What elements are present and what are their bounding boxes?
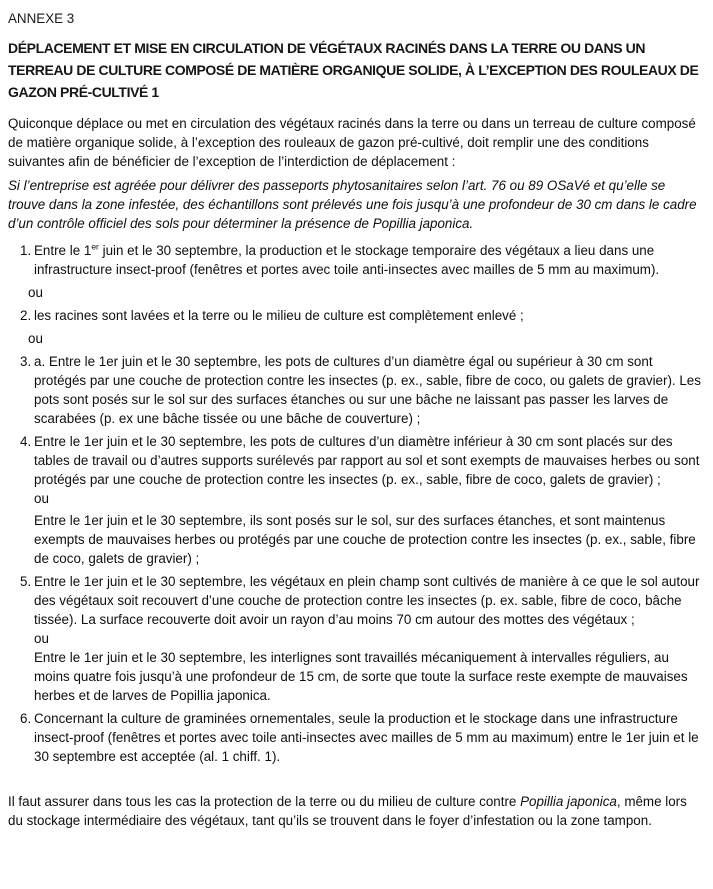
item-number: 1. <box>20 243 32 258</box>
text-run: Entre le 1er juin et le 30 septembre, ils sont posés sur le sol, sur des surfaces étanches, et sont maintenus exempts de mauvaises herbes ou protégés par une couche de protection contre les insectes (p. ex., sable, fibre de coco, galets de gravier) ; <box>34 513 696 566</box>
text-run: Entre le 1er juin et le 30 septembre, les végétaux en plein champ sont cultivés de manière à ce que le sol autour des végétaux soit recouvert d’une couche de protection contre les insectes (p. ex. sable, fibre de coco, bâche tissée). La surface recouverte doit avoir un rayon d’au moins 70 cm autour des mottes des végétaux ; <box>34 574 700 627</box>
text-run: Concernant la culture de graminées ornementales, seule la production et le stockage dans une infrastructure insect-proof (fenêtres et portes avec toile anti-insectes avec mailles de 5 mm au maximum) entre le 1er juin et le 30 septembre est acceptée (al. 1 chiff. 1). <box>34 711 699 764</box>
item-number: 3. <box>20 354 32 369</box>
item-paragraph <box>34 306 705 325</box>
item-number: 5. <box>20 574 32 589</box>
item-paragraph <box>34 572 705 629</box>
document-title: DÉPLACEMENT ET MISE EN CIRCULATION DE VÉGÉTAUX RACINÉS DANS LA TERRE OU DANS UN TERREAU DE CULTURE COMPOSÉ DE MATIÈRE ORGANIQUE SOLIDE, À L’EXCEPTION DES ROULEAUX DE GAZON PRÉ-CULTIVÉ 1 <box>8 40 699 100</box>
item-paragraph <box>34 432 705 489</box>
list-item <box>8 352 705 428</box>
annexe-label: ANNEXE 3 <box>8 11 75 26</box>
intro-paragraph: Quiconque déplace ou met en circulation des végétaux racinés dans la terre ou dans un terreau de culture composé de matière organique solide, à l’exception des rouleaux de gazon pré-cultivé, doit remplir une des conditions suivantes afin de bénéficier de l’exception de l’interdiction de déplacement : <box>8 116 696 169</box>
ou-separator: ou <box>28 331 43 346</box>
text-run: les racines sont lavées et la terre ou le milieu de culture est complètement enlevé ; <box>34 308 524 323</box>
ou-separator: ou <box>34 491 49 506</box>
item-paragraph <box>34 352 705 428</box>
ou-separator: ou <box>28 285 43 300</box>
text-run: Entre le 1er juin et le 30 septembre, les interlignes sont travaillés mécaniquement à intervalles réguliers, au moins quatre fois jusqu’à une profondeur de 15 cm, de sorte que toute la surface reste exempte de mauvaises herbes et de larves de Popillia japonica. <box>34 650 688 703</box>
list-item <box>8 306 705 325</box>
text-run: a. Entre le 1er juin et le 30 septembre, les pots de cultures d’un diamètre égal ou supérieur à 30 cm sont protégés par une couche de protection contre les insectes (p. ex., sable, fibre de coco, ou galets de gravier). Les pots sont posés sur le sol sur des surfaces étanches ou sur une bâche ne laissant pas passer les larves de scarabées (p. ex une bâche tissée ou une bâche de couverture) ; <box>34 354 701 426</box>
list-item <box>8 709 705 766</box>
item-paragraph <box>34 241 705 279</box>
closing-paragraph <box>8 792 705 830</box>
item-paragraph <box>34 511 705 568</box>
text-run: Entre le 1 <box>34 243 92 258</box>
item-paragraph <box>34 648 705 705</box>
text-run: juin et le 30 septembre, la production et le stockage temporaire des végétaux a lieu dans une infrastructure insect-proof (fenêtres et portes avec toile anti-insectes avec mailles de 5 mm au maximum). <box>34 243 660 277</box>
item-number: 4. <box>20 434 32 449</box>
list-item <box>8 241 705 279</box>
text-run: Entre le 1er juin et le 30 septembre, les pots de cultures d’un diamètre inférieur à 30 cm sont placés sur des tables de travail ou d’autres supports surélevés par rapport au sol et sont exempts de mauvaises herbes ou sont protégés par une couche de protection contre les insectes (p. ex., sable, fibre de coco, galets de gravier) ; <box>34 434 700 487</box>
list-item <box>8 572 705 705</box>
conditions-list <box>8 241 705 766</box>
item-number: 2. <box>20 308 32 323</box>
official-control-note: Si l’entreprise est agréée pour délivrer des passeports phytosanitaires selon l’art. 76 ou 89 OSaVé et qu’elle se trouve dans la zone infestée, des échantillons sont prélevés une fois jusqu’à une profondeur de 30 cm dans le cadre d’un contrôle officiel des sols pour déterminer la présence de Popillia japonica. <box>8 178 697 231</box>
text-run: Il faut assurer dans tous les cas la protection de la terre ou du milieu de culture contre <box>8 794 521 809</box>
italic-text: Popillia japonica <box>520 794 617 809</box>
item-number: 6. <box>20 711 32 726</box>
list-item <box>8 432 705 568</box>
superscript-text: er <box>91 241 99 252</box>
text-run: , même lors du stockage intermédiaire des végétaux, tant qu’ils se trouvent dans le foyer d’infestation ou la zone tampon. <box>8 794 687 828</box>
ou-separator: ou <box>34 631 49 646</box>
item-paragraph <box>34 709 705 766</box>
